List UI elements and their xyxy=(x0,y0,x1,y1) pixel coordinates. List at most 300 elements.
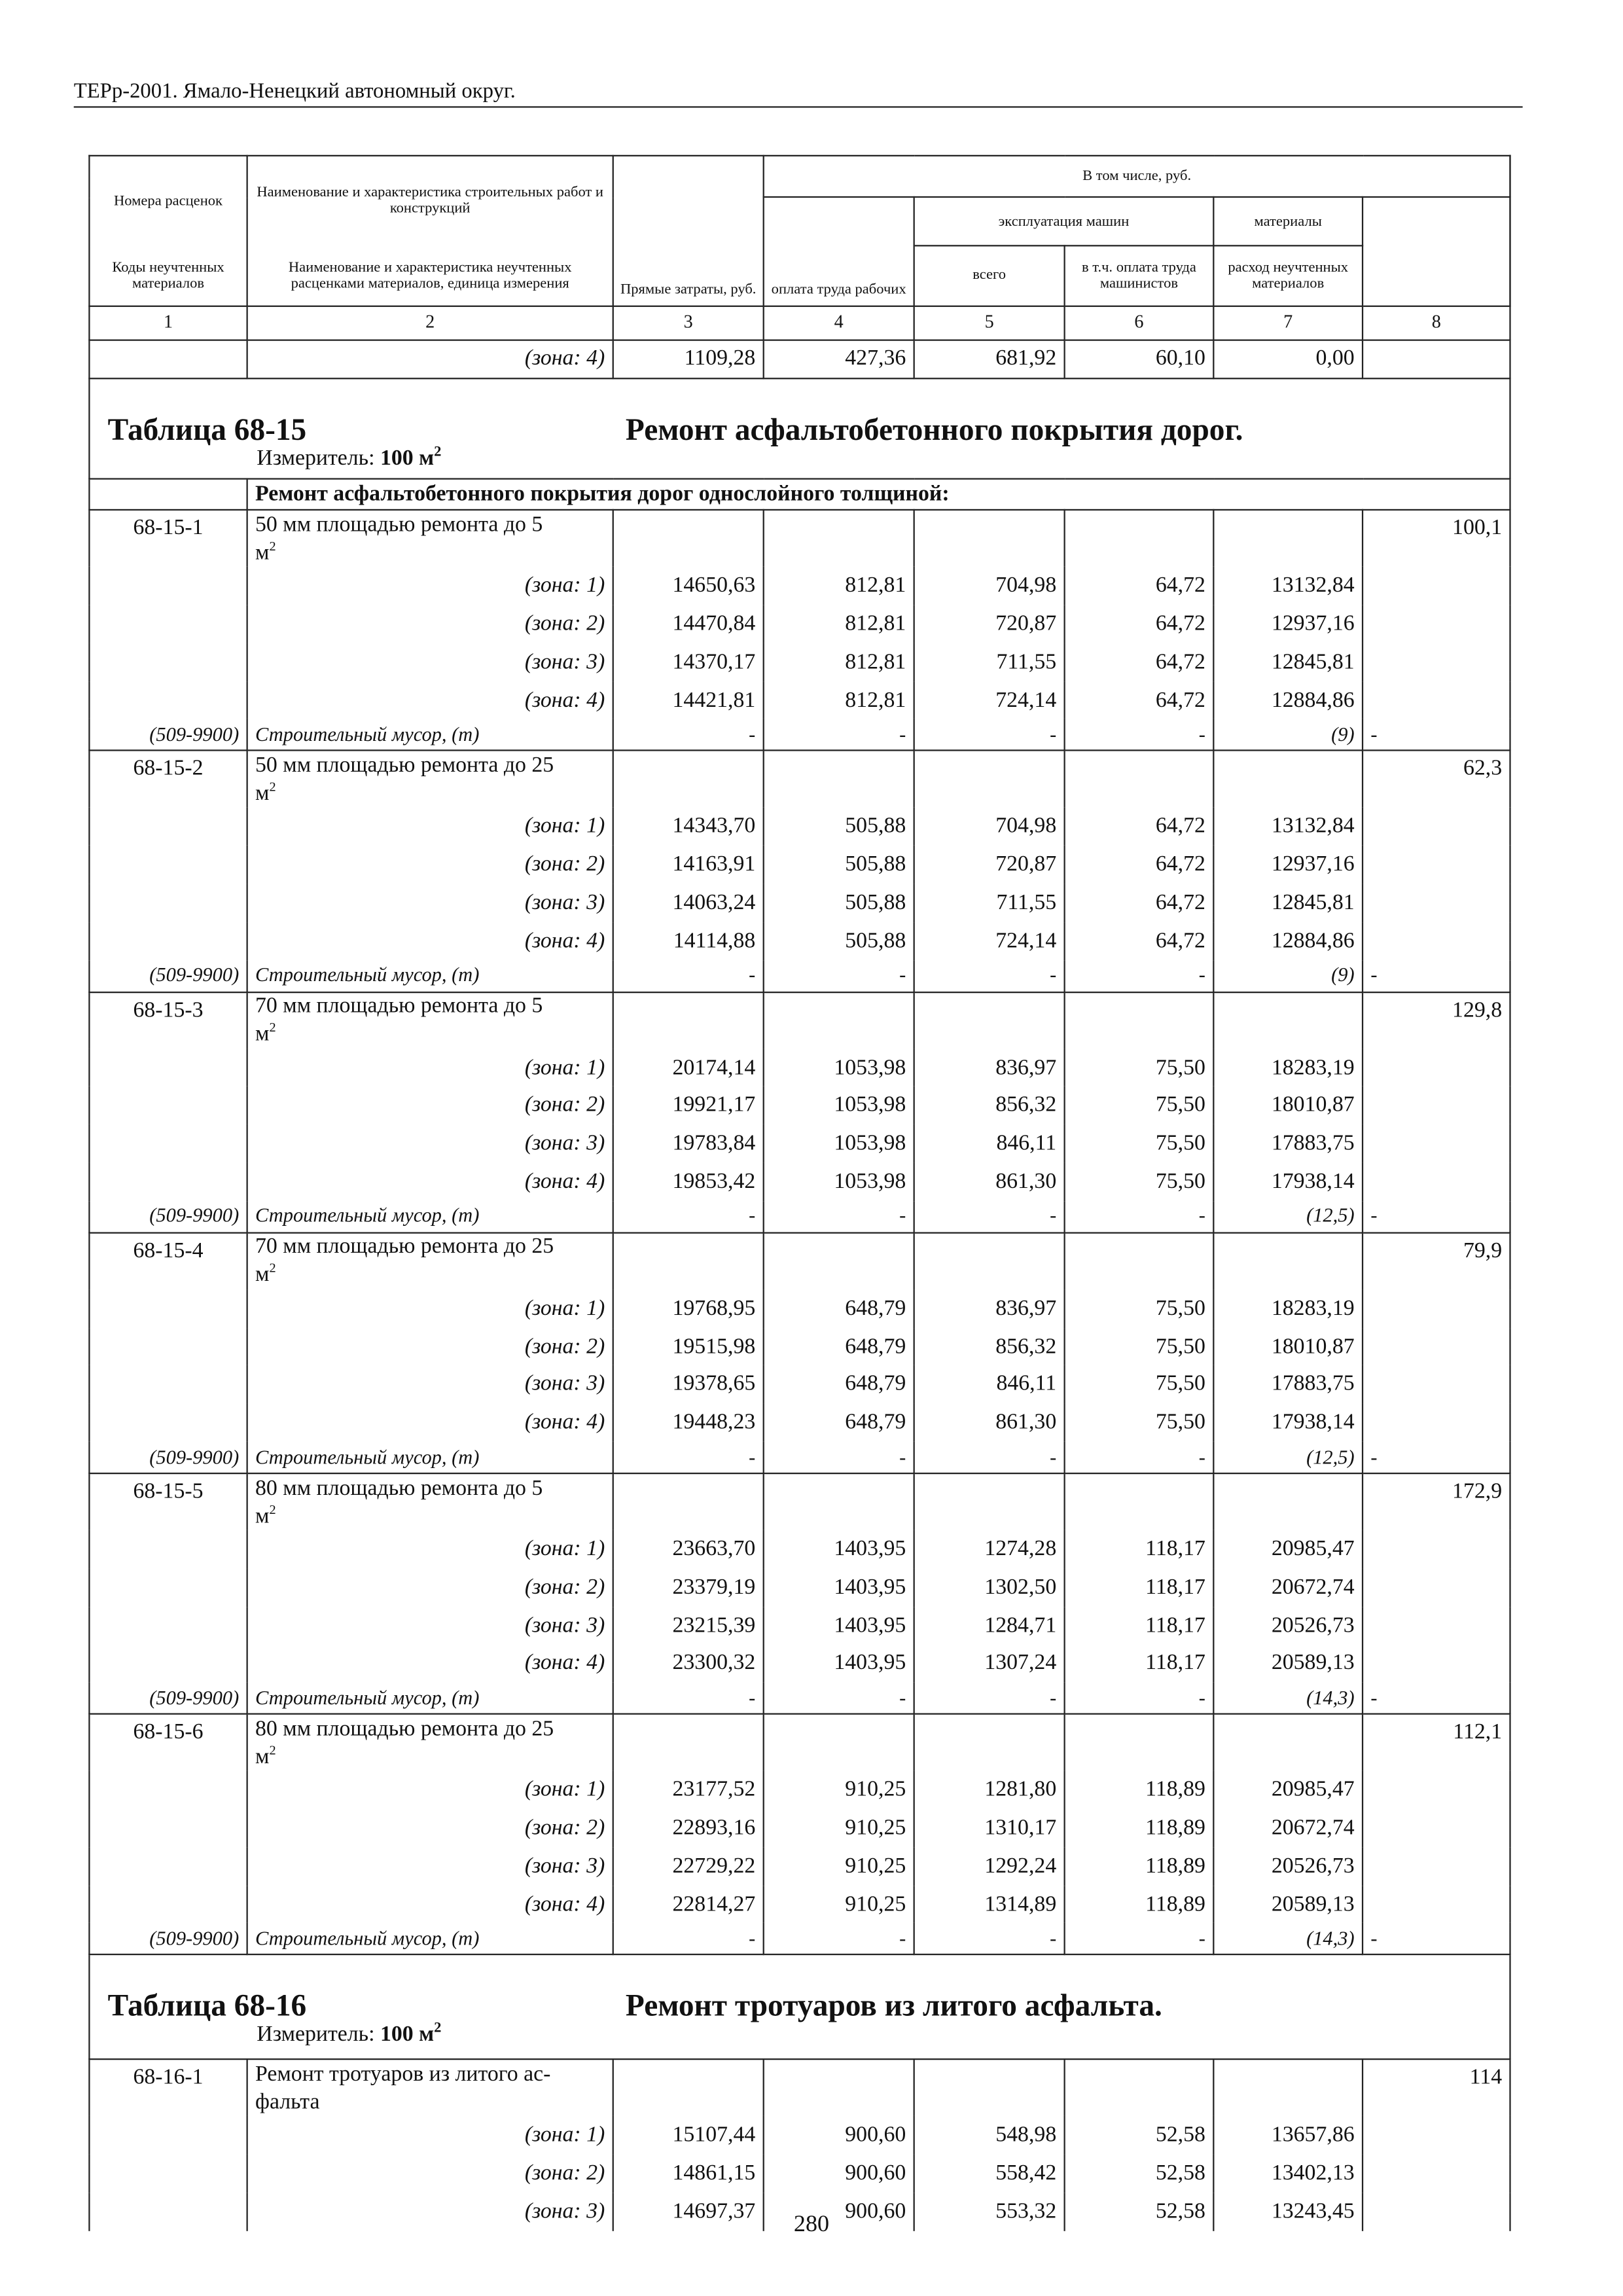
rate-name-cell xyxy=(247,1473,613,1530)
value-cell: 856,32 xyxy=(914,1327,1065,1365)
empty-cell xyxy=(613,1232,764,1289)
material-labor: - xyxy=(1363,960,1510,992)
table-measure xyxy=(257,2020,441,2049)
material-row xyxy=(89,1683,1510,1714)
value-cell: 19921,17 xyxy=(613,1086,764,1124)
rate-name xyxy=(255,755,605,804)
empty-cell xyxy=(613,992,764,1049)
rate-name-text: 50 мм площадью ремонта до 25 xyxy=(255,754,554,778)
material-value: - xyxy=(914,1924,1065,1955)
zone-label: (зона: 1) xyxy=(247,1771,613,1809)
material-value: (12,5) xyxy=(1213,1442,1363,1473)
code-cell xyxy=(89,1404,247,1442)
rate-unit-exp: 2 xyxy=(269,1501,276,1516)
value-cell: 13402,13 xyxy=(1213,2155,1363,2193)
zone-row xyxy=(89,1809,1510,1847)
labor-cell xyxy=(1363,1365,1510,1403)
measure-value: 100 м xyxy=(380,2023,435,2047)
empty-cell xyxy=(613,1714,764,1771)
zone-row xyxy=(89,605,1510,643)
material-value: (9) xyxy=(1213,960,1363,992)
zone-label: (зона: 4) xyxy=(247,1644,613,1682)
header-materials: материалы xyxy=(1213,197,1363,245)
material-name: Строительный мусор, (т) xyxy=(247,960,613,992)
value-cell: 1314,89 xyxy=(914,1885,1065,1923)
table-heading-row xyxy=(89,379,1510,479)
value-cell: 75,50 xyxy=(1065,1404,1214,1442)
empty-cell xyxy=(1213,511,1363,567)
value-cell: 18283,19 xyxy=(1213,1049,1363,1086)
value-cell: 812,81 xyxy=(764,605,914,643)
value-cell: 648,79 xyxy=(764,1404,914,1442)
rate-unit: м xyxy=(255,781,270,806)
labor-cell xyxy=(1363,1086,1510,1124)
material-value: - xyxy=(764,1683,914,1714)
rate-unit: м xyxy=(255,1022,270,1047)
value-cell: 505,88 xyxy=(764,922,914,960)
value-cell: 17883,75 xyxy=(1213,1125,1363,1163)
material-value: - xyxy=(764,960,914,992)
empty-cell xyxy=(914,992,1065,1049)
labor-cell xyxy=(1363,340,1510,379)
value-cell: 711,55 xyxy=(914,643,1065,681)
value-cell: 13243,45 xyxy=(1213,2193,1363,2231)
zone-row xyxy=(89,1530,1510,1568)
header-direct-costs: Прямые затраты, руб. xyxy=(613,156,764,306)
zone-row xyxy=(89,1847,1510,1885)
material-value: - xyxy=(1065,1201,1214,1232)
value-cell: 64,72 xyxy=(1065,605,1214,643)
value-cell: 64,72 xyxy=(1065,808,1214,846)
value-cell: 1109,28 xyxy=(613,340,764,379)
empty-cell xyxy=(1213,751,1363,808)
code-cell xyxy=(89,1885,247,1923)
empty-cell xyxy=(1213,1232,1363,1289)
value-cell: 22814,27 xyxy=(613,1885,764,1923)
rate-name-row xyxy=(89,1232,1510,1289)
value-cell: 19448,23 xyxy=(613,1404,764,1442)
rate-name-row xyxy=(89,1714,1510,1771)
value-cell: 20672,74 xyxy=(1213,1809,1363,1847)
subheading: Ремонт асфальтобетонного покрытия дорог однослойного толщиной: xyxy=(247,479,1510,510)
value-cell: 13132,84 xyxy=(1213,808,1363,846)
empty-cell xyxy=(1065,1232,1214,1289)
material-value: - xyxy=(1065,1442,1214,1473)
value-cell: 75,50 xyxy=(1065,1365,1214,1403)
rate-name-row xyxy=(89,751,1510,808)
value-cell: 14861,15 xyxy=(613,2155,764,2193)
labor-cell xyxy=(1363,681,1510,719)
header-unaccounted-materials: расход неучтенных материалов xyxy=(1213,245,1363,305)
zone-row xyxy=(89,1086,1510,1124)
rate-name xyxy=(255,1719,605,1767)
material-value: - xyxy=(1065,1683,1214,1714)
material-row xyxy=(89,1201,1510,1232)
value-cell: 553,32 xyxy=(914,2193,1065,2231)
value-cell: 704,98 xyxy=(914,808,1065,846)
labor-cell xyxy=(1363,567,1510,605)
value-cell: 52,58 xyxy=(1065,2155,1214,2193)
labor-value: 112,1 xyxy=(1363,1714,1510,1771)
value-cell: 505,88 xyxy=(764,846,914,884)
value-cell: 856,32 xyxy=(914,1086,1065,1124)
material-row xyxy=(89,960,1510,992)
header-material-names: Наименование и характеристика неучтенных расценками материалов, единица измерения xyxy=(247,245,613,305)
labor-cell xyxy=(1363,605,1510,643)
value-cell: 75,50 xyxy=(1065,1327,1214,1365)
subheading-code-cell xyxy=(89,479,247,510)
measure-label: Измеритель: xyxy=(257,447,380,471)
code-cell xyxy=(89,846,247,884)
rate-code: 68-15-4 xyxy=(89,1232,247,1289)
value-cell: 14650,63 xyxy=(613,567,764,605)
labor-value: 62,3 xyxy=(1363,751,1510,808)
value-cell: 18010,87 xyxy=(1213,1086,1363,1124)
value-cell: 118,89 xyxy=(1065,1885,1214,1923)
table-body xyxy=(89,156,1510,2231)
zone-label: (зона: 1) xyxy=(247,2117,613,2155)
material-value: (9) xyxy=(1213,719,1363,751)
value-cell: 20985,47 xyxy=(1213,1771,1363,1809)
column-number: 5 xyxy=(914,306,1065,340)
code-cell xyxy=(89,1530,247,1568)
labor-value: 129,8 xyxy=(1363,992,1510,1049)
zone-row xyxy=(89,643,1510,681)
material-value: - xyxy=(613,1924,764,1955)
code-cell xyxy=(89,605,247,643)
value-cell: 19378,65 xyxy=(613,1365,764,1403)
value-cell: 1284,71 xyxy=(914,1606,1065,1644)
value-cell: 19768,95 xyxy=(613,1289,764,1327)
value-cell: 14343,70 xyxy=(613,808,764,846)
labor-cell xyxy=(1363,1163,1510,1201)
rate-name-cell xyxy=(247,992,613,1049)
zone-row xyxy=(89,1568,1510,1606)
empty-cell xyxy=(764,511,914,567)
carryover-row xyxy=(89,340,1510,379)
column-number: 1 xyxy=(89,306,247,340)
material-labor: - xyxy=(1363,719,1510,751)
value-cell: 910,25 xyxy=(764,1809,914,1847)
value-cell: 836,97 xyxy=(914,1049,1065,1086)
zone-label: (зона: 4) xyxy=(247,681,613,719)
value-cell: 1053,98 xyxy=(764,1049,914,1086)
labor-value: 79,9 xyxy=(1363,1232,1510,1289)
rate-unit: м xyxy=(255,1504,270,1528)
labor-value: 100,1 xyxy=(1363,511,1510,567)
material-name: Строительный мусор, (т) xyxy=(247,1442,613,1473)
rate-name-text: 50 мм площадью ремонта до 5 xyxy=(255,513,543,537)
header-rate-numbers: Номера расценок xyxy=(89,156,247,246)
value-cell: 1274,28 xyxy=(914,1530,1065,1568)
column-number: 3 xyxy=(613,306,764,340)
value-cell: 648,79 xyxy=(764,1289,914,1327)
value-cell: 52,58 xyxy=(1065,2117,1214,2155)
code-cell xyxy=(89,1365,247,1403)
empty-cell xyxy=(764,1714,914,1771)
value-cell: 812,81 xyxy=(764,643,914,681)
value-cell: 427,36 xyxy=(764,340,914,379)
value-cell: 64,72 xyxy=(1065,681,1214,719)
value-cell: 12845,81 xyxy=(1213,884,1363,922)
value-cell: 118,17 xyxy=(1065,1644,1214,1682)
value-cell: 52,58 xyxy=(1065,2193,1214,2231)
material-name: Строительный мусор, (т) xyxy=(247,719,613,751)
labor-value: 114 xyxy=(1363,2060,1510,2117)
labor-cell xyxy=(1363,1771,1510,1809)
zone-label: (зона: 3) xyxy=(247,2193,613,2231)
table-title: Ремонт асфальтобетонного покрытия дорог. xyxy=(625,412,1243,448)
labor-cell xyxy=(1363,1809,1510,1847)
value-cell: 64,72 xyxy=(1065,922,1214,960)
subheading-row xyxy=(89,479,1510,510)
rate-unit-exp: 2 xyxy=(269,1742,276,1757)
value-cell: 14697,37 xyxy=(613,2193,764,2231)
table-number: Таблица 68-15 xyxy=(107,412,307,448)
material-row xyxy=(89,1442,1510,1473)
zone-label: (зона: 4) xyxy=(247,340,613,379)
empty-cell xyxy=(1065,511,1214,567)
empty-cell xyxy=(1065,2060,1214,2117)
zone-label: (зона: 3) xyxy=(247,1125,613,1163)
empty-cell xyxy=(914,511,1065,567)
rate-unit: м xyxy=(255,1263,270,1287)
value-cell: 846,11 xyxy=(914,1125,1065,1163)
value-cell: 17938,14 xyxy=(1213,1163,1363,1201)
labor-cell xyxy=(1363,1606,1510,1644)
material-labor: - xyxy=(1363,1683,1510,1714)
value-cell: 1307,24 xyxy=(914,1644,1065,1682)
zone-row xyxy=(89,1327,1510,1365)
labor-cell xyxy=(1363,1289,1510,1327)
zone-label: (зона: 3) xyxy=(247,1606,613,1644)
rate-name xyxy=(255,1478,605,1526)
rate-name-row xyxy=(89,992,1510,1049)
empty-cell xyxy=(1213,2060,1363,2117)
value-cell: 1403,95 xyxy=(764,1530,914,1568)
value-cell: 18283,19 xyxy=(1213,1289,1363,1327)
zone-row xyxy=(89,808,1510,846)
value-cell: 75,50 xyxy=(1065,1163,1214,1201)
rate-name-text: 80 мм площадью ремонта до 5 xyxy=(255,1476,543,1500)
rate-code: 68-15-3 xyxy=(89,992,247,1049)
empty-cell xyxy=(613,1473,764,1530)
code-cell xyxy=(89,340,247,379)
value-cell: 648,79 xyxy=(764,1327,914,1365)
value-cell: 1310,17 xyxy=(914,1809,1065,1847)
code-cell xyxy=(89,808,247,846)
zone-label: (зона: 2) xyxy=(247,846,613,884)
empty-cell xyxy=(1213,1714,1363,1771)
value-cell: 12845,81 xyxy=(1213,643,1363,681)
material-code: (509-9900) xyxy=(89,1683,247,1714)
material-name: Строительный мусор, (т) xyxy=(247,1201,613,1232)
labor-cell xyxy=(1363,846,1510,884)
value-cell: 22729,22 xyxy=(613,1847,764,1885)
value-cell: 118,17 xyxy=(1065,1530,1214,1568)
value-cell: 118,17 xyxy=(1065,1568,1214,1606)
zone-label: (зона: 3) xyxy=(247,1365,613,1403)
rate-name-row xyxy=(89,511,1510,567)
value-cell: 505,88 xyxy=(764,884,914,922)
labor-cell xyxy=(1363,1568,1510,1606)
zone-label: (зона: 1) xyxy=(247,1289,613,1327)
material-value: - xyxy=(764,1201,914,1232)
material-value: (12,5) xyxy=(1213,1201,1363,1232)
labor-cell xyxy=(1363,1049,1510,1086)
zone-row xyxy=(89,1289,1510,1327)
material-value: - xyxy=(613,1201,764,1232)
zone-row xyxy=(89,1644,1510,1682)
zone-label: (зона: 4) xyxy=(247,1885,613,1923)
empty-cell xyxy=(613,751,764,808)
rate-name-row xyxy=(89,1473,1510,1530)
labor-cell xyxy=(1363,922,1510,960)
rate-name xyxy=(255,2064,605,2113)
value-cell: 17883,75 xyxy=(1213,1365,1363,1403)
labor-cell xyxy=(1363,808,1510,846)
empty-cell xyxy=(1065,1473,1214,1530)
value-cell: 23663,70 xyxy=(613,1530,764,1568)
zone-label: (зона: 3) xyxy=(247,643,613,681)
value-cell: 711,55 xyxy=(914,884,1065,922)
code-cell xyxy=(89,2155,247,2193)
value-cell: 60,10 xyxy=(1065,340,1214,379)
rate-code: 68-15-5 xyxy=(89,1473,247,1530)
value-cell: 861,30 xyxy=(914,1163,1065,1201)
header-machinist-pay: в т.ч. оплата труда машинистов xyxy=(1065,245,1214,305)
zone-row xyxy=(89,1771,1510,1809)
zone-label: (зона: 2) xyxy=(247,1327,613,1365)
empty-cell xyxy=(613,511,764,567)
material-value: (14,3) xyxy=(1213,1924,1363,1955)
zone-label: (зона: 4) xyxy=(247,1404,613,1442)
value-cell: 23215,39 xyxy=(613,1606,764,1644)
code-cell xyxy=(89,1049,247,1086)
value-cell: 12884,86 xyxy=(1213,922,1363,960)
zone-label: (зона: 2) xyxy=(247,1568,613,1606)
empty-cell xyxy=(1065,1714,1214,1771)
empty-cell xyxy=(1065,751,1214,808)
value-cell: 1053,98 xyxy=(764,1125,914,1163)
value-cell: 846,11 xyxy=(914,1365,1065,1403)
labor-cell xyxy=(1363,1404,1510,1442)
code-cell xyxy=(89,1163,247,1201)
empty-cell xyxy=(764,992,914,1049)
material-value: (14,3) xyxy=(1213,1683,1363,1714)
labor-cell xyxy=(1363,1847,1510,1885)
value-cell: 1281,80 xyxy=(914,1771,1065,1809)
value-cell: 704,98 xyxy=(914,567,1065,605)
material-code: (509-9900) xyxy=(89,719,247,751)
empty-cell xyxy=(764,2060,914,2117)
zone-row xyxy=(89,681,1510,719)
zone-label: (зона: 4) xyxy=(247,1163,613,1201)
material-code: (509-9900) xyxy=(89,1924,247,1955)
code-cell xyxy=(89,643,247,681)
value-cell: 118,89 xyxy=(1065,1809,1214,1847)
measure-value: 100 м xyxy=(380,447,435,471)
rate-name-text: 80 мм площадью ремонта до 25 xyxy=(255,1717,554,1741)
value-cell: 14163,91 xyxy=(613,846,764,884)
rate-code: 68-15-2 xyxy=(89,751,247,808)
labor-cell xyxy=(1363,1530,1510,1568)
labor-cell xyxy=(1363,1885,1510,1923)
rate-name xyxy=(255,514,605,563)
header-rule xyxy=(74,106,1523,107)
value-cell: 724,14 xyxy=(914,922,1065,960)
value-cell: 12937,16 xyxy=(1213,605,1363,643)
zone-row xyxy=(89,1365,1510,1403)
zone-label: (зона: 3) xyxy=(247,1847,613,1885)
value-cell: 910,25 xyxy=(764,1885,914,1923)
header-material-codes: Коды неучтенных материалов xyxy=(89,245,247,305)
material-name: Строительный мусор, (т) xyxy=(247,1924,613,1955)
rate-unit: м xyxy=(255,541,270,565)
empty-cell xyxy=(1213,1473,1363,1530)
value-cell: 1053,98 xyxy=(764,1086,914,1124)
value-cell: 64,72 xyxy=(1065,567,1214,605)
zone-label: (зона: 1) xyxy=(247,567,613,605)
measure-exp: 2 xyxy=(434,2020,442,2037)
rate-unit-exp: 2 xyxy=(269,779,276,794)
zone-row xyxy=(89,1404,1510,1442)
labor-cell xyxy=(1363,1644,1510,1682)
value-cell: 20589,13 xyxy=(1213,1885,1363,1923)
zone-row xyxy=(89,846,1510,884)
rate-name-cell xyxy=(247,751,613,808)
zone-row xyxy=(89,567,1510,605)
material-value: - xyxy=(1065,719,1214,751)
code-cell xyxy=(89,884,247,922)
material-value: - xyxy=(613,719,764,751)
labor-cell xyxy=(1363,884,1510,922)
code-cell xyxy=(89,1847,247,1885)
zone-label: (зона: 1) xyxy=(247,808,613,846)
rate-unit-exp: 2 xyxy=(269,538,276,553)
value-cell: 812,81 xyxy=(764,681,914,719)
material-labor: - xyxy=(1363,1924,1510,1955)
value-cell: 64,72 xyxy=(1065,846,1214,884)
value-cell: 64,72 xyxy=(1065,884,1214,922)
value-cell: 20526,73 xyxy=(1213,1606,1363,1644)
table-heading-cell xyxy=(89,1955,1510,2060)
value-cell: 910,25 xyxy=(764,1847,914,1885)
value-cell: 548,98 xyxy=(914,2117,1065,2155)
value-cell: 1292,24 xyxy=(914,1847,1065,1885)
value-cell: 1403,95 xyxy=(764,1606,914,1644)
header-machine-operation: эксплуатация машин xyxy=(914,197,1214,245)
page-number: 280 xyxy=(793,2212,830,2237)
material-code: (509-9900) xyxy=(89,1442,247,1473)
empty-cell xyxy=(764,751,914,808)
value-cell: 812,81 xyxy=(764,567,914,605)
zone-row xyxy=(89,1049,1510,1086)
value-cell: 1302,50 xyxy=(914,1568,1065,1606)
material-labor: - xyxy=(1363,1201,1510,1232)
material-name: Строительный мусор, (т) xyxy=(247,1683,613,1714)
material-labor: - xyxy=(1363,1442,1510,1473)
material-value: - xyxy=(914,960,1065,992)
value-cell: 19783,84 xyxy=(613,1125,764,1163)
value-cell: 23177,52 xyxy=(613,1771,764,1809)
value-cell: 118,89 xyxy=(1065,1847,1214,1885)
value-cell: 75,50 xyxy=(1065,1049,1214,1086)
code-cell xyxy=(89,2117,247,2155)
empty-cell xyxy=(914,1473,1065,1530)
code-cell xyxy=(89,1289,247,1327)
zone-row xyxy=(89,2155,1510,2193)
